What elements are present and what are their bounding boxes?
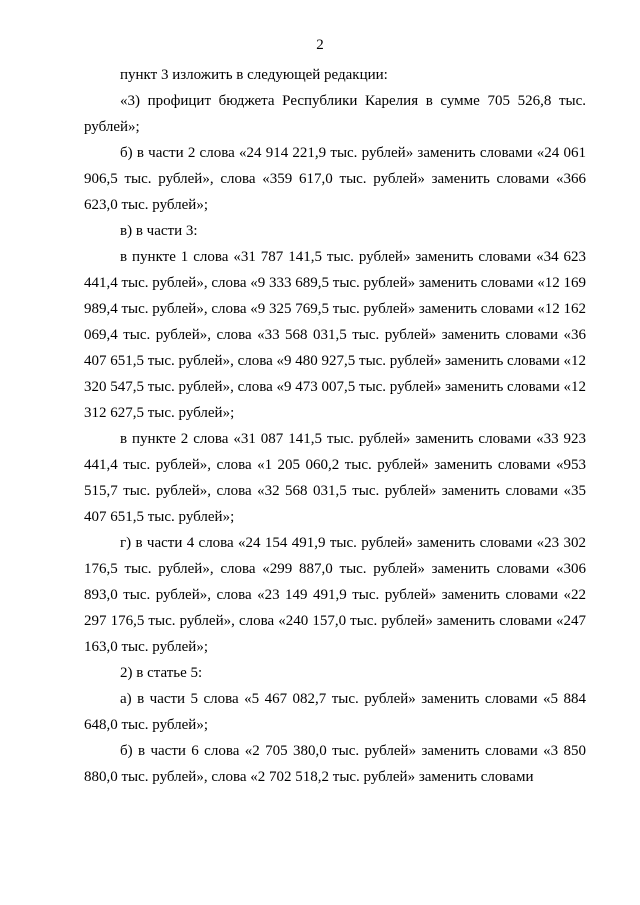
paragraph-1: пункт 3 изложить в следующей редакции: bbox=[120, 67, 388, 83]
document-body bbox=[84, 62, 586, 790]
paragraph-8: 2) в статье 5: bbox=[120, 665, 203, 681]
paragraph-9: а) в части 5 слова «5 467 082,7 тыс. рублей» заменить словами «5 884 648,0 тыс. рублей»; bbox=[84, 691, 586, 733]
paragraph-4: в) в части 3: bbox=[120, 223, 198, 239]
paragraph-6: в пункте 2 слова «31 087 141,5 тыс. рублей» заменить словами «33 923 441,4 тыс. рублей», слова «1 205 060,2 тыс. рублей» заменить словами «953 515,7 тыс. рублей», слова «32 568 031,5 тыс. рублей» заменить словами «35 407 651,5 тыс. рублей»; bbox=[84, 431, 586, 525]
paragraph-3: б) в части 2 слова «24 914 221,9 тыс. рублей» заменить словами «24 061 906,5 тыс. рублей», слова «359 617,0 тыс. рублей» заменить словами «366 623,0 тыс. рублей»; bbox=[84, 145, 586, 213]
paragraph-2: «3) профицит бюджета Республики Карелия в сумме 705 526,8 тыс. рублей»; bbox=[84, 93, 586, 135]
paragraph-10: б) в части 6 слова «2 705 380,0 тыс. рублей» заменить словами «3 850 880,0 тыс. рублей», слова «2 702 518,2 тыс. рублей» заменить словами bbox=[84, 743, 586, 785]
paragraph-7: г) в части 4 слова «24 154 491,9 тыс. рублей» заменить словами «23 302 176,5 тыс. рублей», слова «299 887,0 тыс. рублей» заменить словами «306 893,0 тыс. рублей», слова «23 149 491,9 тыс. рублей» заменить словами «22 297 176,5 тыс. рублей», слова «240 157,0 тыс. рублей» заменить словами «247 163,0 тыс. рублей»; bbox=[84, 535, 586, 655]
paragraph-5: в пункте 1 слова «31 787 141,5 тыс. рублей» заменить словами «34 623 441,4 тыс. рублей», слова «9 333 689,5 тыс. рублей» заменить словами «12 169 989,4 тыс. рублей», слова «9 325 769,5 тыс. рублей» заменить словами «12 162 069,4 тыс. рублей», слова «33 568 031,5 тыс. рублей» заменить словами «36 407 651,5 тыс. рублей», слова «9 480 927,5 тыс. рублей» заменить словами «12 320 547,5 тыс. рублей», слова «9 473 007,5 тыс. рублей» заменить словами «12 312 627,5 тыс. рублей»; bbox=[84, 249, 586, 421]
page-number: 2 bbox=[316, 37, 324, 53]
